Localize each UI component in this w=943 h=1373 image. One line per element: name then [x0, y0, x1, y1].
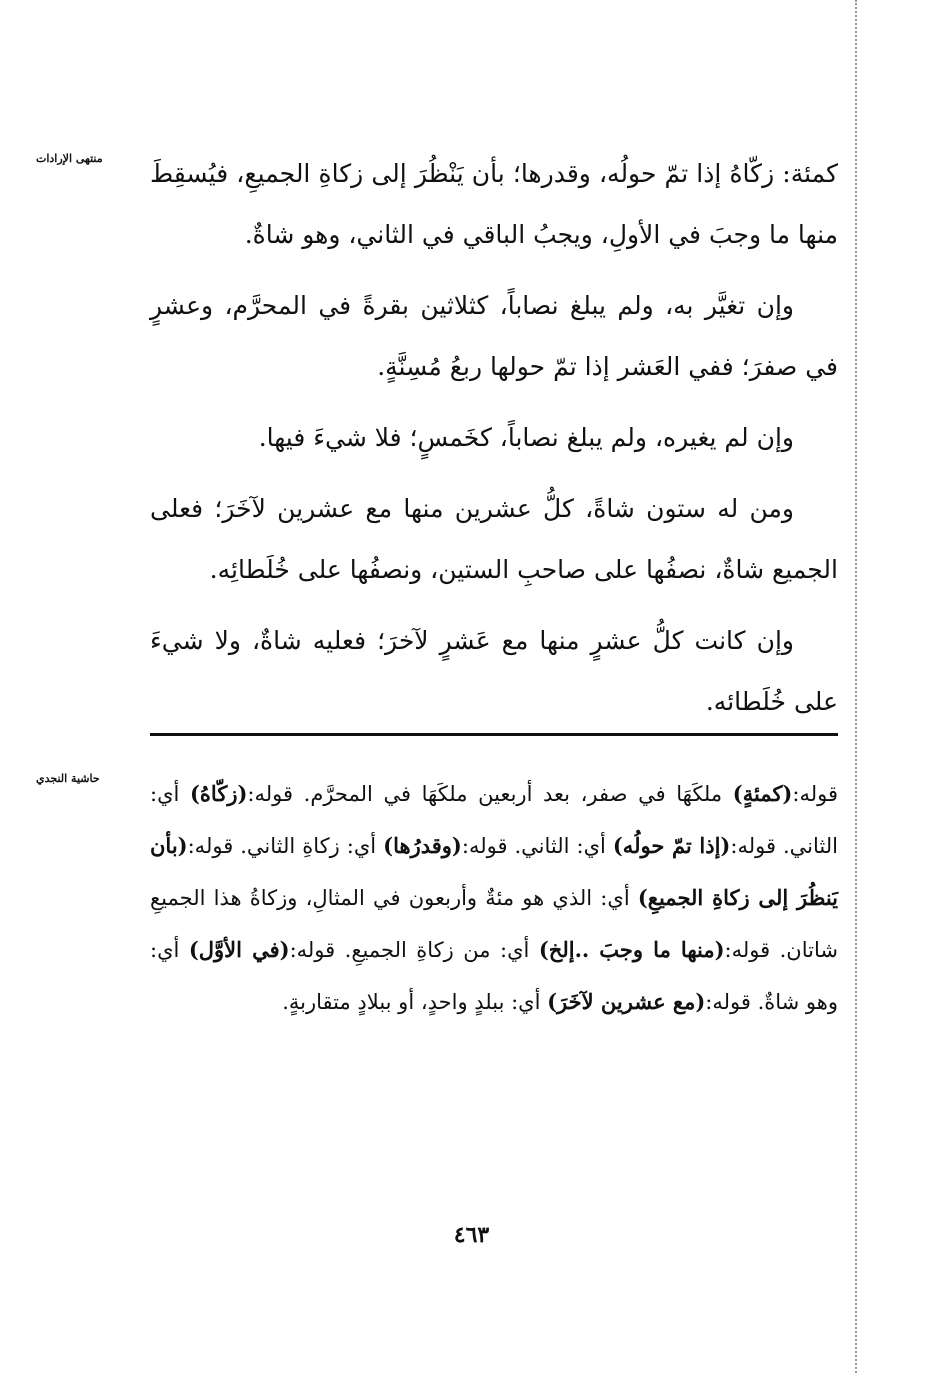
note-text: أي: الذي هو مئةٌ وأربعون في المثالِ، وزكاةُ هذا الجميعِ شاتان. قوله:: [150, 886, 838, 962]
page-number: ٤٦٣: [453, 1222, 490, 1248]
note-text: أي: من زكاةِ الجميعِ. قوله:: [289, 938, 539, 962]
note-keyword: (إذا تمّ حولُه): [612, 833, 731, 858]
note-text: أي: الثاني. قوله:: [150, 782, 838, 858]
main-text: [150, 143, 838, 732]
side-label-main-source: منتهى الإرادات: [36, 152, 103, 165]
main-paragraph-4: ومن له ستون شاةً، كلُّ عشرين منها مع عشرين لآخَرَ؛ فعلى الجميع شاةٌ، نصفُها على صاحبِ الستين، ونصفُها على خُلَطائِه.: [150, 494, 838, 584]
note-keyword: (كمئةٍ): [732, 781, 793, 806]
note-keyword: (منها ما وجبَ ..إلخ): [538, 937, 725, 962]
note-text: ملكَهَا في صفر، بعد أربعين ملكَهَا في المحرَّم. قوله:: [247, 782, 733, 806]
note-keyword: (زكّاهُ): [189, 781, 248, 806]
note-text: أي: الثاني. قوله:: [461, 834, 613, 858]
note-keyword: (مع عشرين لآخَرَ): [547, 989, 706, 1014]
main-paragraph-3: وإن لم يغيره، ولم يبلغ نصاباً، كخَمسٍ؛ فلا شيءَ فيها.: [258, 423, 794, 452]
note-text: قوله:: [792, 782, 838, 806]
side-label-commentary-source: حاشية النجدي: [36, 772, 100, 785]
note-keyword: (وقدرُها): [383, 833, 462, 858]
note-keyword: (بأن يَنظُرَ إلى زكاةِ الجميعِ): [150, 833, 838, 910]
commentary-notes: [150, 768, 838, 1028]
commentary-paragraph: [150, 768, 838, 1028]
page-edge-dotted-line: [855, 0, 857, 1373]
main-paragraph-1: كمئة: زكّاهُ إذا تمّ حولُه، وقدرها؛ بأن يَنْظُرَ إلى زكاةِ الجميعِ، فيُسقِطَ منها ما وجبَ في الأولِ، ويجبُ الباقي في الثاني، وهو شاةٌ.: [150, 159, 838, 249]
note-keyword: (في الأوَّل): [188, 937, 290, 962]
note-text: أي: ببلدٍ واحدٍ، أو ببلادٍ متقاربةٍ.: [282, 990, 548, 1014]
main-paragraph-5: وإن كانت كلُّ عشرٍ منها مع عَشرٍ لآخرَ؛ فعليه شاةٌ، ولا شيءَ على خُلَطائه.: [150, 626, 838, 716]
note-text: أي: زكاةِ الثاني. قوله:: [187, 834, 384, 858]
note-text: أي: وهو شاةٌ. قوله:: [150, 938, 838, 1014]
main-paragraph-2: وإن تغيَّر به، ولم يبلغ نصاباً، كثلاثين بقرةً في المحرَّم، وعشرٍ في صفرَ؛ ففي العَشر إذا تمّ حولها ربعُ مُسِنَّةٍ.: [150, 291, 838, 381]
footnote-separator-rule: [150, 733, 838, 736]
